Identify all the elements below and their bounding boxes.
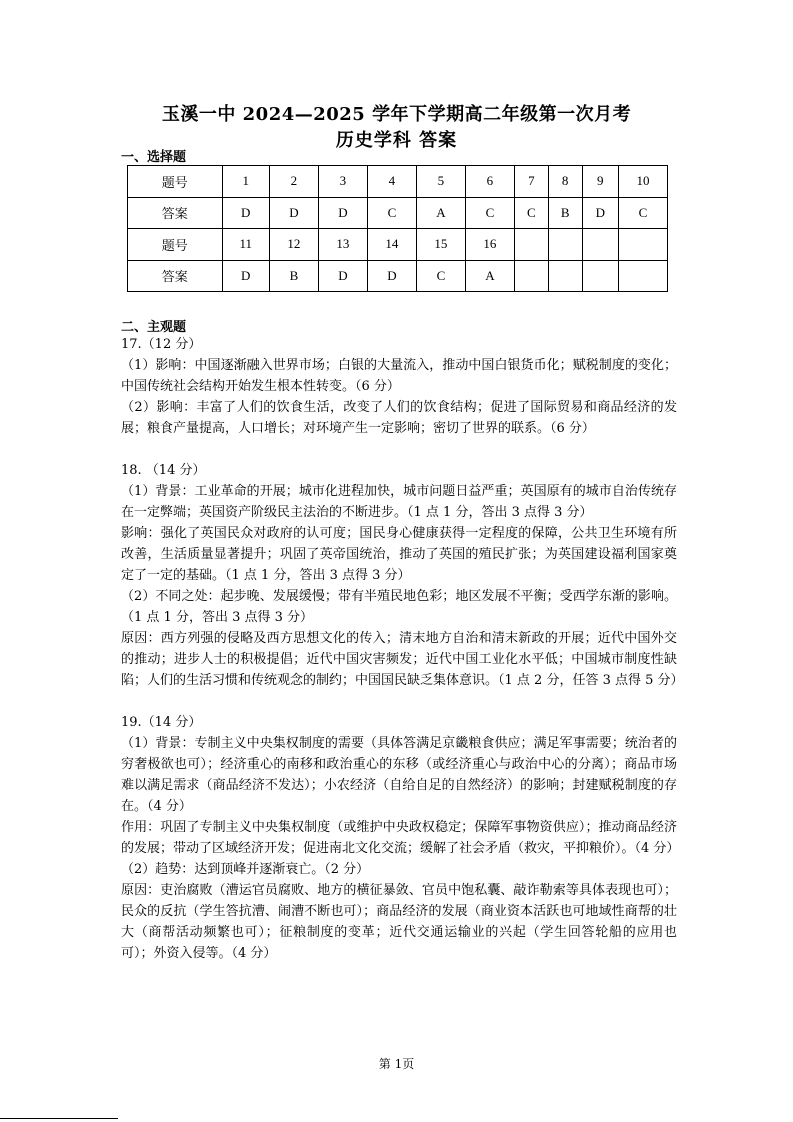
table-cell	[514, 260, 548, 292]
q19-part1-effect: 作用：巩固了专制主义中央集权制度（或维护中央政权稳定；保障军事物资供应）；推动商品经济的发展；带动了区域经济开发；促进南北文化交流；缓解了社会矛盾（救灾，平抑粮价）。（4 分）	[121, 820, 680, 856]
table-cell: 16	[465, 229, 514, 261]
table-cell: 8	[548, 166, 582, 198]
table-cell: D	[222, 260, 269, 292]
q17-header: 17.（12 分）	[121, 337, 202, 352]
table-cell: C	[465, 197, 514, 229]
q19-part2-reason: 原因：吏治腐败（漕运官员腐败、地方的横征暴敛、官员中饱私囊、敲诈勒索等具体表现也可）；民众的反抗（学生答抗漕、闹漕不断也可）；商品经济的发展（商业资本活跃也可地域性商帮的壮大（商帮活动频繁也可）；征粮制度的变革；近代交通运输业的兴起（学生回答轮船的应用也可）；外资入侵等。（4 分）	[121, 883, 677, 961]
table-cell: C	[367, 197, 416, 229]
table-cell: 4	[367, 166, 416, 198]
exam-title: 玉溪一中 2024—2025 学年下学期高二年级第一次月考	[161, 104, 632, 125]
table-cell: 3	[318, 166, 367, 198]
spacer	[121, 691, 677, 712]
table-cell: 7	[514, 166, 548, 198]
table-cell: C	[514, 197, 548, 229]
q19-header: 19.（14 分）	[121, 715, 202, 730]
table-cell: D	[222, 197, 269, 229]
table-cell: 5	[416, 166, 465, 198]
table-cell	[618, 229, 667, 261]
table-cell: 2	[269, 166, 318, 198]
table-cell: 6	[465, 166, 514, 198]
q17-part1: （1）影响：中国逐渐融入世界市场；白银的大量流入，推动中国白银货币化；赋税制度的变化；中国传统社会结构开始发生根本性转变。（6 分）	[121, 358, 677, 394]
q18-part1-impact: 影响：强化了英国民众对政府的认可度；国民身心健康获得一定程度的保障，公共卫生环境有所改善，生活质量显著提升；巩固了英帝国统治，推动了英国的殖民扩张；为英国建设福利国家奠定了一定的基础。（1 点 1 分，答出 3 点得 3 分）	[121, 526, 677, 583]
table-cell: 14	[367, 229, 416, 261]
q18-part2-difference: （2）不同之处：起步晚、发展缓慢；带有半殖民地色彩；地区发展不平衡；受西学东渐的影响。（1 点 1 分，答出 3 点得 3 分）	[121, 589, 677, 625]
table-cell: D	[269, 197, 318, 229]
spacer	[121, 439, 677, 460]
table-cell	[514, 229, 548, 261]
q19-part2-trend: （2）趋势：达到顶峰并逐渐衰亡。（2 分）	[121, 862, 370, 877]
table-cell: 15	[416, 229, 465, 261]
section2-heading: 二、主观题	[121, 320, 187, 335]
table-cell: C	[416, 260, 465, 292]
table-cell: D	[367, 260, 416, 292]
table-cell: B	[269, 260, 318, 292]
section1-heading: 一、选择题	[121, 150, 187, 165]
table-cell: A	[465, 260, 514, 292]
answer-content	[121, 334, 684, 964]
table-cell: 11	[222, 229, 269, 261]
table-cell: D	[318, 260, 367, 292]
table-cell: 1	[222, 166, 269, 198]
table-cell: D	[318, 197, 367, 229]
table-cell	[548, 229, 582, 261]
answer-table	[127, 165, 668, 292]
q18-part2-reason: 原因：西方列强的侵略及西方思想文化的传入；清末地方自治和清末新政的开展；近代中国外交的推动；进步人士的积极提倡；近代中国灾害频发；近代中国工业化水平低；中国城市制度性缺陷；人们的生活习惯和传统观念的制约；中国国民缺乏集体意识。（1 点 2 分，任答 3 点得 5 分）	[121, 631, 684, 688]
exam-subtitle: 历史学科 答案	[335, 130, 458, 151]
table-row-numbers-2	[128, 229, 668, 261]
table-cell	[548, 260, 582, 292]
table-cell	[618, 260, 667, 292]
table-cell: 12	[269, 229, 318, 261]
q18-part1-background: （1）背景：工业革命的开展；城市化进程加快，城市问题日益严重；英国原有的城市自治传统存在一定弊端；英国资产阶级民主法治的不断进步。（1 点 1 分，答出 3 点得 3 分）	[121, 484, 677, 520]
table-cell-label: 答案	[128, 260, 223, 292]
table-cell	[582, 229, 618, 261]
q17-part2: （2）影响：丰富了人们的饮食生活，改变了人们的饮食结构；促进了国际贸易和商品经济的发展；粮食产量提高，人口增长；对环境产生一定影响；密切了世界的联系。（6 分）	[121, 400, 677, 436]
q18-header: 18. （14 分）	[121, 463, 206, 478]
table-row-answers-2	[128, 260, 668, 292]
table-row-numbers-1	[128, 166, 668, 198]
table-cell: 10	[618, 166, 667, 198]
table-cell: D	[582, 197, 618, 229]
table-cell-label: 答案	[128, 197, 223, 229]
table-row-answers-1	[128, 197, 668, 229]
table-cell	[582, 260, 618, 292]
table-cell: C	[618, 197, 667, 229]
table-cell-label: 题号	[128, 229, 223, 261]
page-number: 第 1页	[378, 1057, 415, 1071]
table-cell: 13	[318, 229, 367, 261]
table-cell: 9	[582, 166, 618, 198]
table-cell: A	[416, 197, 465, 229]
q19-part1-background: （1）背景：专制主义中央集权制度的需要（具体答满足京畿粮食供应；满足军事需要；统治者的穷奢极欲也可）；经济重心的南移和政治重心的东移（或经济重心与政治中心的分离）；商品市场难以满足需求（商品经济不发达）；小农经济（自给自足的自然经济）的影响；封建赋税制度的存在。（4 分）	[121, 736, 677, 814]
table-cell: B	[548, 197, 582, 229]
footnote-divider	[0, 1118, 118, 1119]
table-cell-label: 题号	[128, 166, 223, 198]
